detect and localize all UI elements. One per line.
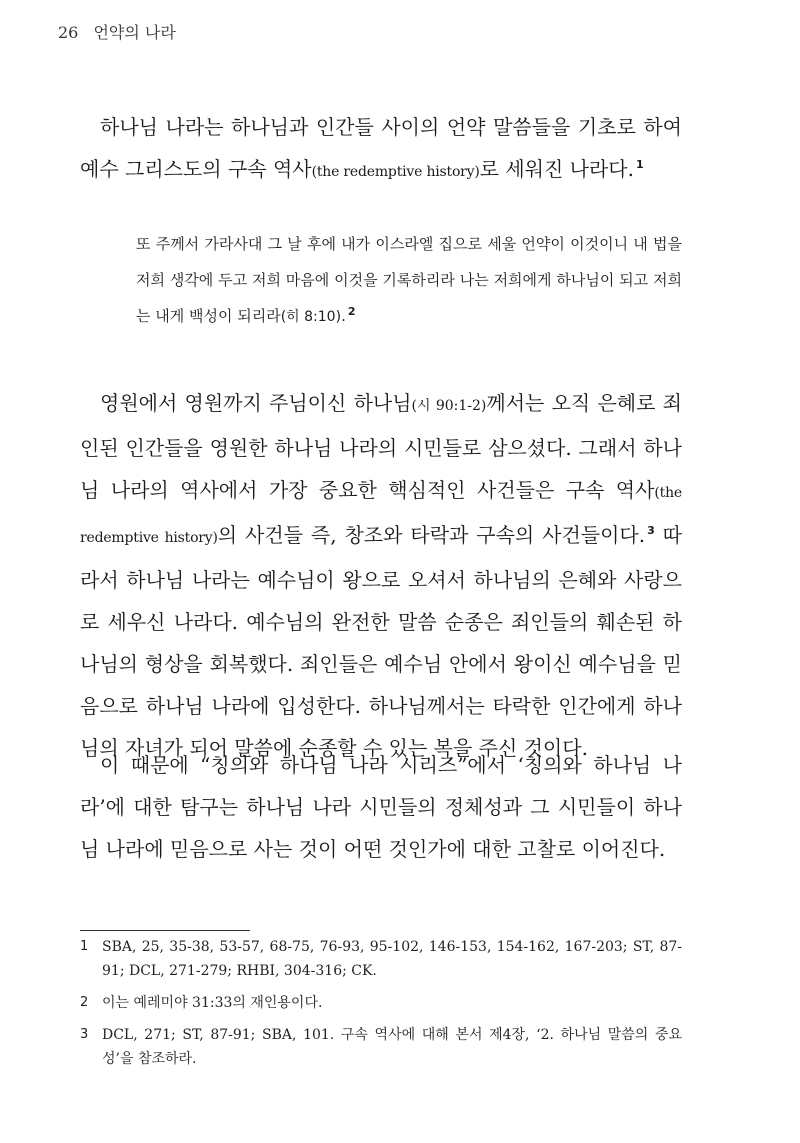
footnote-text: DCL, 271; ST, 87-91; SBA, 101. 구속 역사에 대해 본서 제4장, ‘2. 하나님 말씀의 중요성’을 참조하라. xyxy=(102,1027,682,1067)
page-number: 26 xyxy=(58,23,79,42)
paragraph-2-text-a: 영원에서 영원까지 주님이신 하나님 xyxy=(100,391,412,415)
block-quote-text: 또 주께서 가라사대 그 날 후에 내가 이스라엘 집으로 세울 언약이 이것이니 내 법을 저희 생각에 두고 저희 마음에 이것을 기록하리라 나는 저희에게 하나님이 되고 저희는 내게 백성이 되리라 xyxy=(136,235,682,325)
footnotes xyxy=(80,935,682,1079)
paragraph-1-text-a: 하나님 나라는 하나님과 인간들 사이의 언약 말씀들을 기초로 하여 예수 그리스도의 구속 역사 xyxy=(80,115,682,181)
footnote-ref-1[interactable]: 1 xyxy=(635,158,644,172)
paragraph-2-text-c: 의 사건들 즉, 창조와 타락과 구속의 사건들이다. xyxy=(217,523,646,547)
footnote-number: 2 xyxy=(80,995,89,1010)
paragraph-1-english: (the redemptive history) xyxy=(311,164,480,180)
footnote-number: 3 xyxy=(80,1027,89,1042)
paragraph-1 xyxy=(80,106,682,193)
footnote-text: SBA, 25, 35-38, 53-57, 68-75, 76-93, 95-102, 146-153, 154-162, 167-203; ST, 87-91; DCL, 271-279; RHBI, 304-316; CK. xyxy=(102,939,682,979)
block-quote-reference: (히 8:10) xyxy=(280,309,342,325)
paragraph-3-text: 이 때문에 “칭의와 하나님 나라 시리즈”에서 ‘칭의와 하나님 나라’에 대한 탐구는 하나님 나라 시민들의 정체성과 그 시민들이 하나님 나라에 믿음으로 사는 것이 어떤 것인가에 대한 고찰로 이어진다. xyxy=(80,753,682,861)
block-quote-end: . xyxy=(341,307,346,325)
footnote-text: 이는 예레미야 31:33의 재인용이다. xyxy=(102,995,323,1011)
paragraph-2 xyxy=(80,382,682,769)
footnote-3 xyxy=(80,1023,682,1071)
running-header xyxy=(58,20,176,43)
paragraph-2-reference: (시 90:1-2) xyxy=(411,398,487,414)
paragraph-2-english: (the redemptive history) xyxy=(80,485,682,546)
book-title: 언약의 나라 xyxy=(93,23,176,42)
footnote-number: 1 xyxy=(80,939,89,954)
paragraph-2-text-d: 따라서 하나님 나라는 예수님이 왕으로 오셔서 하나님의 은혜와 사랑으로 세우신 나라다. 예수님의 완전한 말씀 순종은 죄인들의 훼손된 하나님의 형상을 회복했다. 죄인들은 예수님 안에서 왕이신 예수님을 믿음으로 하나님 나라에 입성한다. 하나님께서는 타락한 인간에게 하나님의 자녀가 되어 말씀에 순종할 수 있는 복을 주신 것이다. xyxy=(80,523,682,760)
block-quote xyxy=(136,226,682,335)
footnote-divider xyxy=(80,930,250,931)
footnote-ref-2[interactable]: 2 xyxy=(347,305,356,318)
footnote-1 xyxy=(80,935,682,983)
paragraph-2-text-b: 께서는 오직 은혜로 죄인된 인간들을 영원한 하나님 나라의 시민들로 삼으셨다. 그래서 하나님 나라의 역사에서 가장 중요한 핵심적인 사건들은 구속 역사 xyxy=(80,391,682,502)
footnote-2 xyxy=(80,991,682,1015)
footnote-ref-3[interactable]: 3 xyxy=(647,524,655,538)
paragraph-3 xyxy=(80,744,682,870)
paragraph-1-text-b: 로 세워진 나라다. xyxy=(479,157,634,181)
